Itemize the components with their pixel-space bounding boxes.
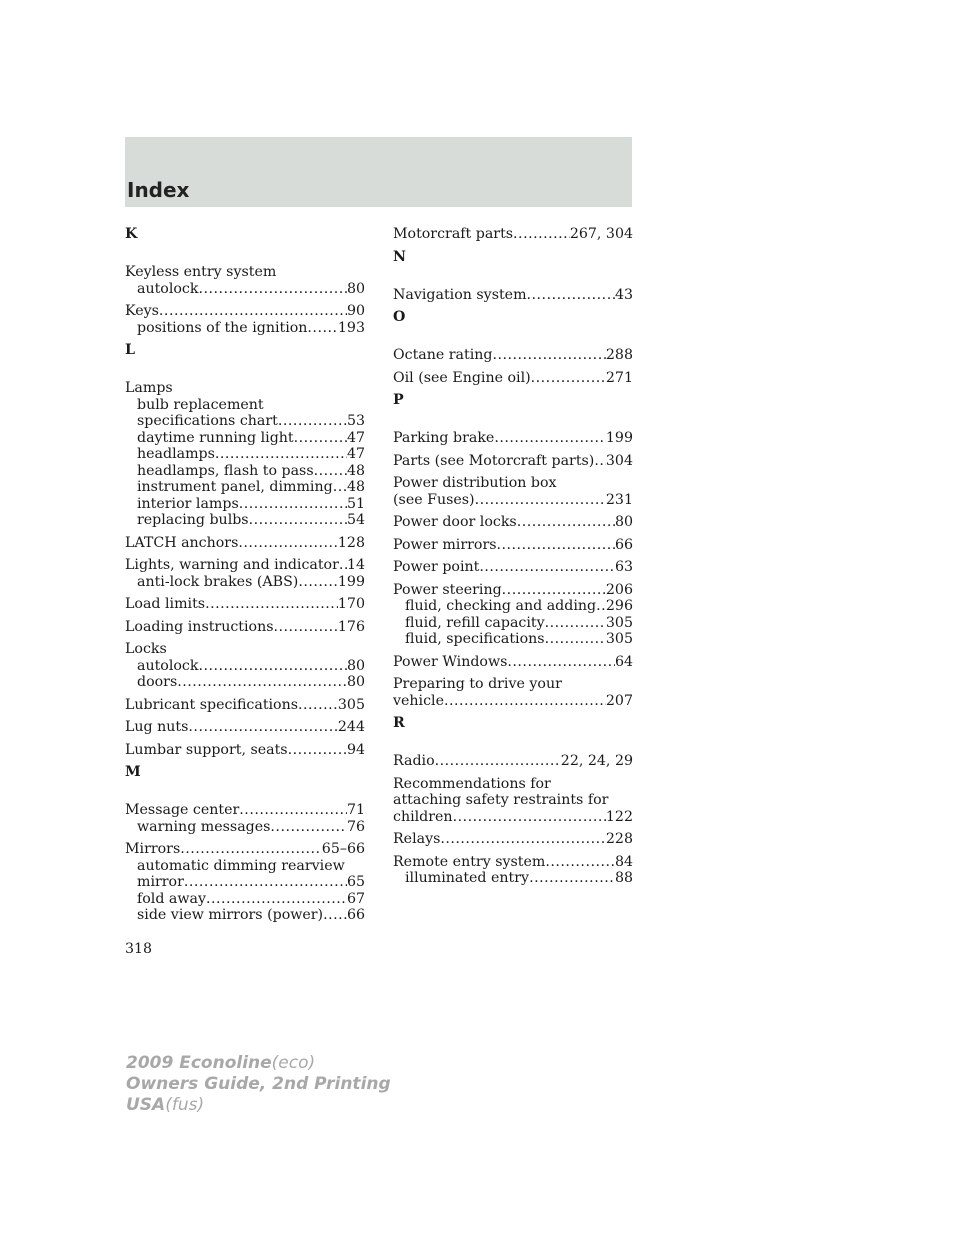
index-subentry-line (125, 891, 365, 908)
entry-text: Lug nuts (125, 719, 189, 735)
index-subentry-line (393, 631, 633, 648)
index-entry-line (393, 654, 633, 671)
index-subentry-line (125, 479, 365, 496)
entry-text: (see Fuses) (393, 491, 475, 508)
page-reference: 53 (346, 413, 365, 429)
dot-leader (497, 537, 615, 554)
entry-text: fold away (137, 890, 206, 907)
dot-leader (274, 619, 338, 636)
dot-leader (545, 615, 606, 632)
page-reference: 199 (605, 430, 633, 446)
index-entry (393, 537, 633, 554)
dot-leader (177, 674, 347, 691)
dot-leader (298, 574, 338, 591)
index-entry-line (393, 537, 633, 554)
entry-text: fluid, specifications (405, 631, 545, 647)
index-entry (393, 831, 633, 848)
index-subentry-line (125, 281, 365, 298)
footer-model-code: (eco) (271, 1053, 316, 1073)
dot-leader (184, 874, 347, 891)
page-reference: 207 (605, 692, 633, 709)
page-reference: 296 (605, 598, 633, 614)
index-entry-line (125, 535, 365, 552)
index-subentry-line (125, 512, 365, 529)
index-subentry-line (125, 496, 365, 513)
index-entry-line (393, 370, 633, 387)
index-subentry-line (125, 463, 365, 480)
entry-text: Parking brake (393, 430, 495, 446)
page-reference: 84 (614, 853, 633, 870)
entry-text: Navigation system (393, 286, 527, 303)
entry-text: Lights, warning and indicator (125, 557, 339, 573)
entry-text: Power steering (393, 581, 502, 598)
page-reference: 271 (605, 369, 633, 386)
page-reference: 228 (605, 831, 633, 847)
index-entry (125, 697, 365, 714)
dot-leader (435, 753, 561, 770)
index-subentry-line (125, 320, 365, 337)
index-entry (125, 303, 365, 336)
dot-leader (475, 492, 606, 509)
dot-leader (294, 430, 347, 447)
index-subentry-line (125, 397, 365, 414)
page-reference: 193 (337, 319, 365, 336)
index-entry (125, 380, 365, 529)
index-entry-line (393, 347, 633, 364)
entry-text: automatic dimming rearview (137, 857, 345, 874)
page-reference: 199 (337, 573, 365, 590)
index-entry-line (393, 287, 633, 304)
index-entry-line (125, 264, 365, 281)
dot-leader (205, 596, 338, 613)
page-reference: 206 (605, 581, 633, 598)
entry-text: autolock (137, 657, 199, 674)
footer-market-code: (fus) (165, 1095, 205, 1115)
entry-text: autolock (137, 280, 199, 297)
index-subentry-line (393, 598, 633, 615)
index-subentry-line (125, 574, 365, 591)
page-reference: 128 (337, 534, 365, 551)
page-reference: 244 (337, 719, 365, 735)
entry-text: children (393, 808, 453, 825)
page-reference: 288 (605, 347, 633, 363)
index-letter-heading: K (125, 226, 138, 242)
entry-text: mirror (137, 874, 184, 890)
entry-text: replacing bulbs (137, 512, 249, 528)
entry-text: Oil (see Engine oil) (393, 369, 531, 386)
index-letter-heading: N (393, 248, 406, 265)
entry-text: Keyless entry system (125, 264, 277, 280)
entry-text: Radio (393, 753, 435, 769)
entry-text: Power mirrors (393, 536, 497, 553)
index-entry-line (393, 475, 633, 492)
entry-text: doors (137, 674, 178, 690)
index-entry-line (393, 226, 633, 243)
entry-text: positions of the ignition (137, 319, 308, 336)
index-entry-line (393, 582, 633, 599)
index-subentry-line (125, 874, 365, 891)
page-reference: 48 (346, 462, 365, 479)
page-reference: 267, 304 (569, 226, 633, 242)
dot-leader (238, 535, 338, 552)
page-reference: 47 (346, 446, 365, 462)
page-reference: 90 (346, 303, 365, 319)
index-subentry-line (125, 446, 365, 463)
footer-guide: Owners Guide, 2nd Printing (126, 1074, 391, 1094)
page-reference: 80 (346, 280, 365, 297)
page-reference: 122 (605, 808, 633, 825)
index-entry-line (393, 453, 633, 470)
entry-text: warning messages (137, 818, 271, 835)
dot-leader (323, 907, 347, 924)
index-entry-line (125, 596, 365, 613)
index-entry-line (125, 841, 365, 858)
entry-text: fluid, refill capacity (405, 614, 545, 631)
page-reference: 71 (346, 802, 365, 818)
page-reference: 22, 24, 29 (560, 753, 633, 769)
index-entry (125, 557, 365, 590)
index-subentry-line (125, 858, 365, 875)
index-letter-heading: L (125, 342, 135, 358)
index-entry-line (125, 619, 365, 636)
page-reference: 304 (605, 452, 633, 469)
entry-text: Lamps (125, 380, 173, 396)
index-entry-line (125, 697, 365, 714)
page-reference: 176 (337, 618, 365, 635)
page-reference: 63 (614, 559, 633, 575)
index-entry-line (393, 430, 633, 447)
page-reference: 80 (346, 674, 365, 690)
index-entry (393, 676, 633, 709)
entry-text: Lumbar support, seats (125, 741, 288, 758)
index-entry-line (393, 492, 633, 509)
index-entry-line (393, 792, 633, 809)
page-number: 318 (125, 941, 153, 957)
entry-text: Loading instructions (125, 618, 274, 635)
dot-leader (517, 514, 615, 531)
index-entry-line (125, 742, 365, 759)
header-band (125, 137, 632, 207)
index-entry-line (125, 802, 365, 819)
index-subentry-line (393, 870, 633, 887)
page-reference: 51 (346, 495, 365, 512)
dot-leader (270, 819, 347, 836)
entry-text: Power distribution box (393, 475, 557, 491)
index-entry-line (393, 676, 633, 693)
index-entry-line (393, 831, 633, 848)
entry-text: Remote entry system (393, 853, 546, 870)
index-entry-line (393, 809, 633, 826)
index-subentry-line (125, 413, 365, 430)
page-reference: 47 (346, 429, 365, 446)
dot-leader (249, 512, 347, 529)
entry-text: headlamps (137, 446, 215, 462)
index-entry (125, 264, 365, 297)
index-entry (125, 841, 365, 924)
index-entry (393, 475, 633, 508)
entry-text: Load limits (125, 596, 206, 612)
index-entry (393, 582, 633, 648)
index-subentry-line (125, 674, 365, 691)
dot-leader (596, 598, 606, 615)
dot-leader (339, 557, 347, 574)
index-entry (393, 854, 633, 887)
page-reference: 54 (346, 512, 365, 528)
dot-leader (314, 463, 347, 480)
page-reference: 66 (346, 907, 365, 923)
dot-leader (529, 870, 615, 887)
index-entry (125, 619, 365, 636)
index-entry (393, 430, 633, 447)
page-reference: 67 (346, 890, 365, 907)
index-entry (393, 453, 633, 470)
dot-leader (453, 809, 606, 826)
entry-text: Power door locks (393, 514, 517, 530)
entry-text: instrument panel, dimming (137, 479, 333, 495)
index-entry-line (125, 380, 365, 397)
entry-text: Octane rating (393, 347, 493, 363)
index-entry-line (393, 776, 633, 793)
dot-leader (206, 891, 347, 908)
page-reference: 80 (614, 514, 633, 530)
index-entry-line (393, 559, 633, 576)
page-reference: 65–66 (321, 841, 365, 857)
page-reference: 64 (614, 653, 633, 670)
entry-text: Keys (125, 303, 159, 319)
dot-leader (198, 658, 346, 675)
dot-leader (494, 430, 606, 447)
index-entry (125, 535, 365, 552)
entry-text: Motorcraft parts (393, 226, 514, 242)
entry-text: fluid, checking and adding (405, 598, 597, 614)
index-entry-line (393, 854, 633, 871)
index-column-right (393, 226, 633, 893)
index-entry (393, 776, 633, 826)
page-reference: 43 (614, 286, 633, 303)
page-reference: 66 (614, 536, 633, 553)
entry-text: headlamps, flash to pass (137, 462, 314, 479)
entry-text: anti-lock brakes (ABS) (137, 573, 299, 590)
index-entry (125, 719, 365, 736)
dot-leader (594, 453, 606, 470)
index-entry (393, 347, 633, 364)
index-letter-heading: O (393, 309, 406, 325)
page-reference: 48 (346, 479, 365, 495)
index-subentry-line (393, 615, 633, 632)
entry-text: Parts (see Motorcraft parts) (393, 452, 595, 469)
index-entry (393, 287, 633, 304)
entry-text: Relays (393, 831, 441, 847)
entry-text: Mirrors (125, 841, 181, 857)
entry-text: vehicle (393, 692, 444, 709)
dot-leader (215, 446, 347, 463)
dot-leader (188, 719, 337, 736)
index-letter-heading: P (393, 392, 404, 408)
entry-text: bulb replacement (137, 396, 264, 413)
footer (126, 1053, 391, 1116)
index-subentry-line (125, 430, 365, 447)
index-subentry-line (125, 819, 365, 836)
entry-text: Preparing to drive your (393, 676, 562, 692)
dot-leader (440, 831, 606, 848)
page-title: Index (127, 178, 190, 202)
page-reference: 14 (346, 557, 365, 573)
index-entry (393, 370, 633, 387)
dot-leader (545, 631, 606, 648)
entry-text: Power Windows (393, 653, 508, 670)
page-reference: 231 (605, 491, 633, 508)
dot-leader (492, 347, 605, 364)
entry-text: specifications chart (137, 413, 278, 429)
page-reference: 305 (605, 631, 633, 647)
index-entry (125, 742, 365, 759)
page-reference: 88 (614, 870, 633, 886)
dot-leader (527, 287, 615, 304)
entry-text: interior lamps (137, 495, 239, 512)
dot-leader (239, 802, 347, 819)
index-entry (393, 654, 633, 671)
index-entry (125, 641, 365, 691)
dot-leader (507, 654, 615, 671)
dot-leader (278, 413, 347, 430)
dot-leader (198, 281, 346, 298)
entry-text: Power point (393, 559, 480, 575)
index-entry-line (125, 719, 365, 736)
page-reference: 76 (346, 818, 365, 835)
entry-text: Locks (125, 641, 167, 657)
index-entry (393, 514, 633, 531)
dot-leader (531, 370, 606, 387)
page-reference: 305 (605, 614, 633, 631)
entry-text: side view mirrors (power) (137, 907, 324, 923)
page-reference: 94 (346, 741, 365, 758)
footer-model: 2009 Econoline (126, 1053, 272, 1073)
footer-market: USA (126, 1095, 166, 1115)
page-reference: 65 (346, 874, 365, 890)
index-letter-heading: R (393, 715, 405, 731)
dot-leader (545, 854, 615, 871)
index-column-left (125, 226, 365, 930)
dot-leader (298, 697, 338, 714)
index-entry-line (393, 753, 633, 770)
entry-text: Recommendations for (393, 775, 551, 792)
index-subentry-line (125, 658, 365, 675)
index-entry (393, 559, 633, 576)
entry-text: illuminated entry (405, 870, 530, 886)
dot-leader (479, 559, 615, 576)
page-reference: 80 (346, 657, 365, 674)
dot-leader (333, 479, 347, 496)
dot-leader (180, 841, 322, 858)
dot-leader (513, 226, 570, 243)
page-reference: 305 (337, 696, 365, 713)
index-letter-heading: M (125, 764, 141, 780)
entry-text: attaching safety restraints for (393, 792, 609, 808)
index-entry (393, 226, 633, 243)
dot-leader (444, 693, 606, 710)
page-reference: 170 (337, 596, 365, 612)
dot-leader (239, 496, 347, 513)
entry-text: daytime running light (137, 429, 294, 446)
index-entry-line (393, 693, 633, 710)
dot-leader (307, 320, 337, 337)
dot-leader (288, 742, 347, 759)
index-entry (393, 753, 633, 770)
index-entry-line (125, 641, 365, 658)
index-entry (125, 802, 365, 835)
index-entry-line (393, 514, 633, 531)
entry-text: LATCH anchors (125, 534, 239, 551)
entry-text: Lubricant specifications (125, 696, 299, 713)
index-entry (125, 596, 365, 613)
index-entry-line (125, 303, 365, 320)
index-entry-line (125, 557, 365, 574)
index-subentry-line (125, 907, 365, 924)
dot-leader (159, 303, 347, 320)
entry-text: Message center (125, 802, 240, 818)
dot-leader (502, 582, 606, 599)
